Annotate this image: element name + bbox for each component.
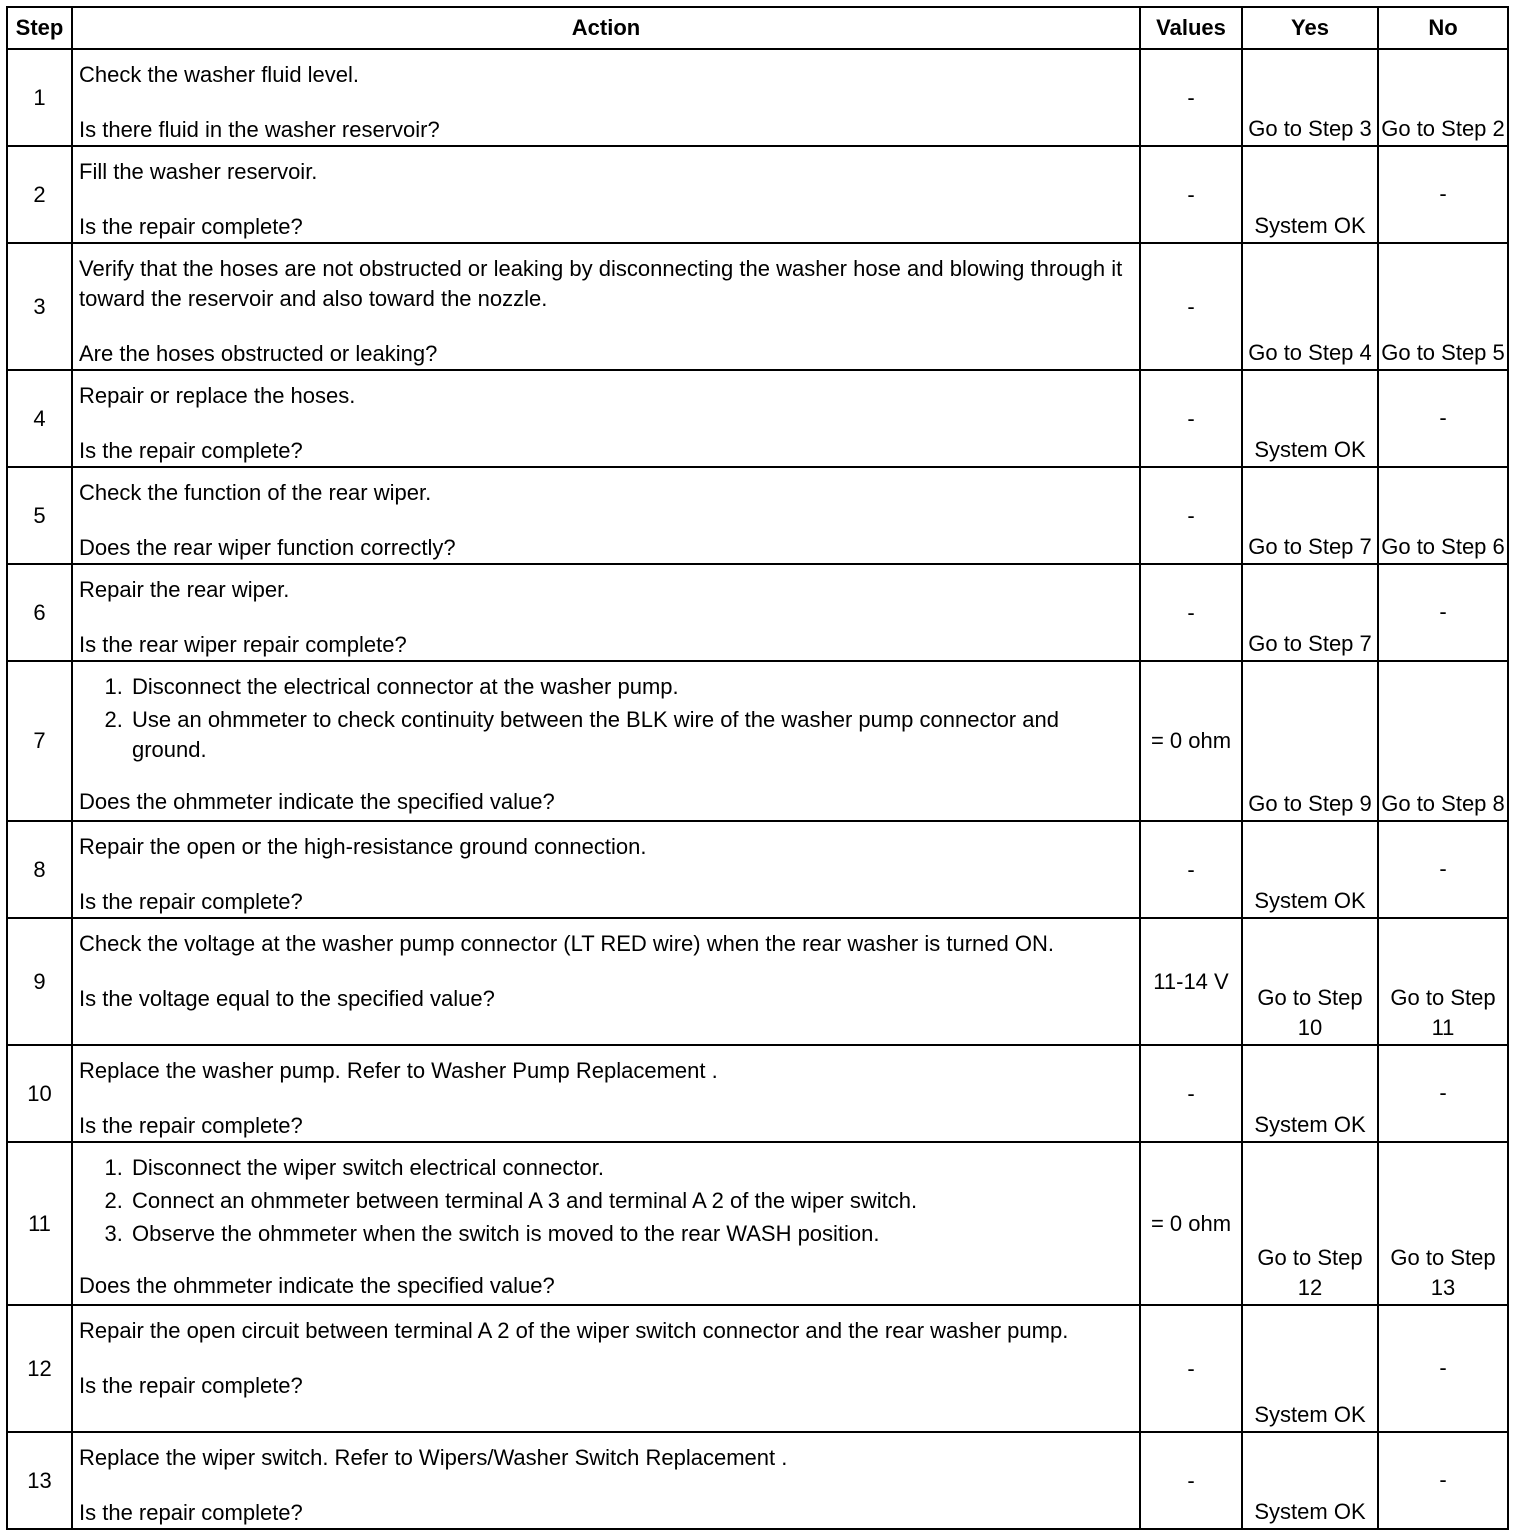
header-step: Step xyxy=(7,7,72,49)
action-cell xyxy=(72,467,1140,564)
action-steps-list xyxy=(79,1153,1133,1249)
step-number: 10 xyxy=(7,1045,72,1142)
table-row xyxy=(7,1142,1508,1305)
action-steps-list xyxy=(79,672,1133,765)
action-question: Does the rear wiper function correctly? xyxy=(79,535,456,560)
no-result-cell: - xyxy=(1378,1432,1508,1529)
values-cell: - xyxy=(1140,1432,1242,1529)
yes-result-cell: System OK xyxy=(1242,1045,1378,1142)
table-row xyxy=(7,1045,1508,1142)
action-question: Is the repair complete? xyxy=(79,214,303,239)
yes-result-cell: Go to Step 3 xyxy=(1242,49,1378,146)
action-step-item: 3. Observe the ohmmeter when the switch is moved to the rear WASH position. xyxy=(129,1219,1133,1249)
header-action: Action xyxy=(72,7,1140,49)
table-row xyxy=(7,146,1508,243)
action-instruction: Repair the open circuit between terminal A 2 of the wiper switch connector and the rear washer pump. xyxy=(79,1318,1069,1343)
step-number: 5 xyxy=(7,467,72,564)
action-cell xyxy=(72,49,1140,146)
action-instruction: Repair the rear wiper. xyxy=(79,577,290,602)
yes-result-cell: Go to Step 10 xyxy=(1242,918,1378,1045)
values-cell: - xyxy=(1140,467,1242,564)
values-cell: - xyxy=(1140,49,1242,146)
yes-result-cell: Go to Step 9 xyxy=(1242,661,1378,821)
action-instruction: Check the washer fluid level. xyxy=(79,62,360,87)
table-body xyxy=(7,49,1508,1529)
step-number: 9 xyxy=(7,918,72,1045)
values-cell: - xyxy=(1140,821,1242,918)
step-number: 2 xyxy=(7,146,72,243)
action-cell xyxy=(72,918,1140,1045)
action-cell xyxy=(72,370,1140,467)
step-number: 1 xyxy=(7,49,72,146)
header-yes: Yes xyxy=(1242,7,1378,49)
values-cell: - xyxy=(1140,1305,1242,1432)
step-number: 6 xyxy=(7,564,72,661)
action-instruction: Replace the wiper switch. Refer to Wipers/Washer Switch Replacement . xyxy=(79,1445,788,1470)
no-result-cell: Go to Step 6 xyxy=(1378,467,1508,564)
yes-result-cell: Go to Step 12 xyxy=(1242,1142,1378,1305)
action-instruction: Check the voltage at the washer pump connector (LT RED wire) when the rear washer is turned ON. xyxy=(79,931,1054,956)
table-row xyxy=(7,467,1508,564)
header-no: No xyxy=(1378,7,1508,49)
action-instruction: Repair or replace the hoses. xyxy=(79,383,356,408)
action-question: Is the repair complete? xyxy=(79,1500,303,1525)
no-result-cell: Go to Step 2 xyxy=(1378,49,1508,146)
action-question: Is the repair complete? xyxy=(79,889,303,914)
values-cell: - xyxy=(1140,243,1242,370)
step-number: 12 xyxy=(7,1305,72,1432)
action-question: Is the repair complete? xyxy=(79,1373,303,1398)
yes-result-cell: Go to Step 7 xyxy=(1242,564,1378,661)
step-number: 4 xyxy=(7,370,72,467)
table-row xyxy=(7,370,1508,467)
yes-result-cell: System OK xyxy=(1242,821,1378,918)
values-cell: - xyxy=(1140,1045,1242,1142)
table-row xyxy=(7,918,1508,1045)
action-instruction: Replace the washer pump. Refer to Washer Pump Replacement . xyxy=(79,1058,718,1083)
action-cell xyxy=(72,146,1140,243)
action-step-item: 2. Connect an ohmmeter between terminal A 3 and terminal A 2 of the wiper switch. xyxy=(129,1186,1133,1216)
values-cell: = 0 ohm xyxy=(1140,661,1242,821)
no-result-cell: - xyxy=(1378,1045,1508,1142)
table-row xyxy=(7,564,1508,661)
action-instruction: Repair the open or the high-resistance ground connection. xyxy=(79,834,647,859)
step-number: 7 xyxy=(7,661,72,821)
values-cell: = 0 ohm xyxy=(1140,1142,1242,1305)
action-question: Is there fluid in the washer reservoir? xyxy=(79,117,440,142)
yes-result-cell: Go to Step 4 xyxy=(1242,243,1378,370)
values-cell: - xyxy=(1140,370,1242,467)
no-result-cell: - xyxy=(1378,1305,1508,1432)
yes-result-cell: System OK xyxy=(1242,146,1378,243)
no-result-cell: - xyxy=(1378,146,1508,243)
values-cell: 11-14 V xyxy=(1140,918,1242,1045)
action-instruction: Check the function of the rear wiper. xyxy=(79,480,432,505)
action-step-item: 2. Use an ohmmeter to check continuity between the BLK wire of the washer pump connector and ground. xyxy=(129,705,1133,765)
diagnostic-table-container xyxy=(6,6,1509,1530)
table-row xyxy=(7,243,1508,370)
action-cell xyxy=(72,1045,1140,1142)
action-step-item: 1. Disconnect the electrical connector at the washer pump. xyxy=(129,672,1133,702)
header-row xyxy=(7,7,1508,49)
action-cell xyxy=(72,1305,1140,1432)
action-question: Does the ohmmeter indicate the specified value? xyxy=(79,1273,555,1298)
action-cell xyxy=(72,564,1140,661)
table-header xyxy=(7,7,1508,49)
no-result-cell: Go to Step 13 xyxy=(1378,1142,1508,1305)
action-question: Does the ohmmeter indicate the specified value? xyxy=(79,789,555,814)
table-row xyxy=(7,821,1508,918)
no-result-cell: - xyxy=(1378,564,1508,661)
action-question: Is the rear wiper repair complete? xyxy=(79,632,407,657)
action-question: Are the hoses obstructed or leaking? xyxy=(79,341,438,366)
action-instruction: Fill the washer reservoir. xyxy=(79,159,318,184)
action-cell xyxy=(72,661,1140,821)
values-cell: - xyxy=(1140,146,1242,243)
action-cell xyxy=(72,821,1140,918)
no-result-cell: Go to Step 8 xyxy=(1378,661,1508,821)
table-row xyxy=(7,1432,1508,1529)
yes-result-cell: System OK xyxy=(1242,1305,1378,1432)
yes-result-cell: Go to Step 7 xyxy=(1242,467,1378,564)
yes-result-cell: System OK xyxy=(1242,370,1378,467)
table-row xyxy=(7,49,1508,146)
header-values: Values xyxy=(1140,7,1242,49)
step-number: 3 xyxy=(7,243,72,370)
action-question: Is the repair complete? xyxy=(79,438,303,463)
step-number: 8 xyxy=(7,821,72,918)
yes-result-cell: System OK xyxy=(1242,1432,1378,1529)
step-number: 11 xyxy=(7,1142,72,1305)
no-result-cell: Go to Step 11 xyxy=(1378,918,1508,1045)
no-result-cell: - xyxy=(1378,821,1508,918)
values-cell: - xyxy=(1140,564,1242,661)
table-row xyxy=(7,661,1508,821)
action-cell xyxy=(72,1432,1140,1529)
step-number: 13 xyxy=(7,1432,72,1529)
no-result-cell: Go to Step 5 xyxy=(1378,243,1508,370)
table-row xyxy=(7,1305,1508,1432)
action-instruction: Verify that the hoses are not obstructed or leaking by disconnecting the washer hose and blowing through it toward the reservoir and also toward the nozzle. xyxy=(79,256,1123,311)
action-step-item: 1. Disconnect the wiper switch electrical connector. xyxy=(129,1153,1133,1183)
action-question: Is the voltage equal to the specified value? xyxy=(79,986,495,1011)
action-question: Is the repair complete? xyxy=(79,1113,303,1138)
no-result-cell: - xyxy=(1378,370,1508,467)
action-cell xyxy=(72,243,1140,370)
action-cell xyxy=(72,1142,1140,1305)
diagnostic-table xyxy=(6,6,1509,1530)
